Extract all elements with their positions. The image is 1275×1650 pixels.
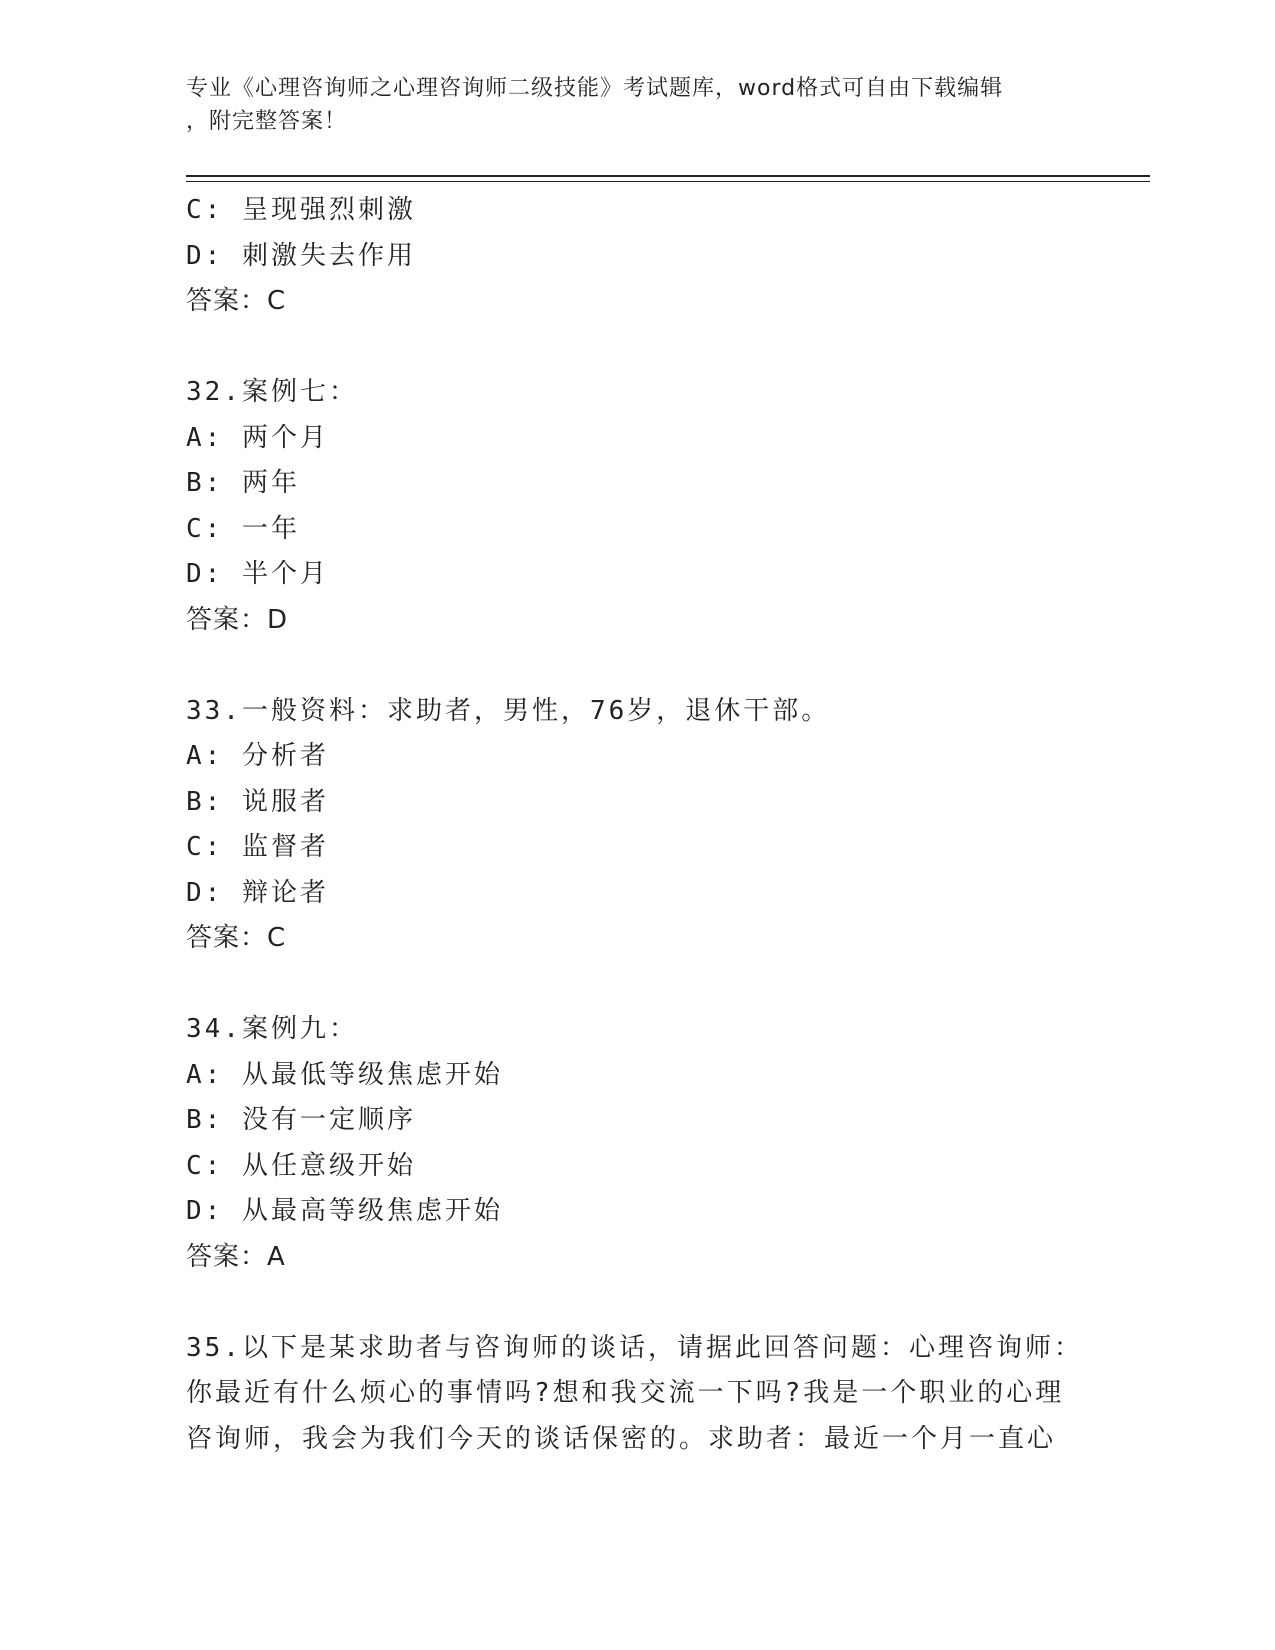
option-a: A: 从最低等级焦虑开始 [186, 1059, 503, 1090]
document-body [186, 188, 1086, 1462]
option-c: C: 从任意级开始 [186, 1150, 416, 1181]
header-rule-thin [186, 181, 1150, 182]
question-33 [186, 689, 1086, 962]
option-b: B: 说服者 [186, 786, 329, 817]
question-35-line-2: 你最近有什么烦心的事情吗?想和我交流一下吗?我是一个职业的心理 [186, 1378, 1065, 1408]
answer-line: 答案：A [186, 1241, 286, 1272]
option-b: B: 两年 [186, 468, 300, 498]
header-line-1: 专业《心理咨询师之心理咨询师二级技能》考试题库，word格式可自由下载编辑 [186, 76, 1004, 101]
question-stem: 32.案例七： [186, 377, 358, 407]
option-a: A: 两个月 [186, 422, 329, 453]
header-rule-thick [186, 175, 1150, 177]
option-d: D: 辩论者 [186, 877, 329, 908]
question-stem: 33.一般资料：求助者，男性，76岁，退休干部。 [186, 695, 831, 726]
option-c: C: 监督者 [186, 832, 329, 862]
question-32 [186, 370, 1086, 643]
option-c: C: 呈现强烈刺激 [186, 195, 416, 225]
answer-line: 答案：C [186, 923, 287, 953]
answer-line: 答案：C [186, 286, 287, 316]
spacer [186, 643, 1086, 689]
question-35-line-3: 咨询师，我会为我们今天的谈话保密的。求助者：最近一个月一直心 [186, 1423, 1057, 1454]
option-d: D: 刺激失去作用 [186, 240, 416, 271]
question-35 [186, 1326, 1086, 1463]
option-b: B: 没有一定顺序 [186, 1105, 416, 1135]
question-31-continuation [186, 188, 1086, 325]
spacer [186, 962, 1086, 1008]
spacer [186, 1280, 1086, 1326]
answer-line: 答案：D [186, 604, 289, 635]
option-a: A: 分析者 [186, 741, 329, 771]
option-d: D: 半个月 [186, 559, 329, 589]
question-35-line-1: 35.以下是某求助者与咨询师的谈话，请据此回答问题：心理咨询师： [186, 1332, 1083, 1363]
document-header [186, 72, 1066, 138]
option-c: C: 一年 [186, 513, 300, 544]
spacer [186, 325, 1086, 371]
question-34 [186, 1007, 1086, 1280]
option-d: D: 从最高等级焦虑开始 [186, 1196, 503, 1226]
question-stem: 34.案例九： [186, 1014, 358, 1044]
header-line-2: ，附完整答案！ [186, 109, 348, 134]
